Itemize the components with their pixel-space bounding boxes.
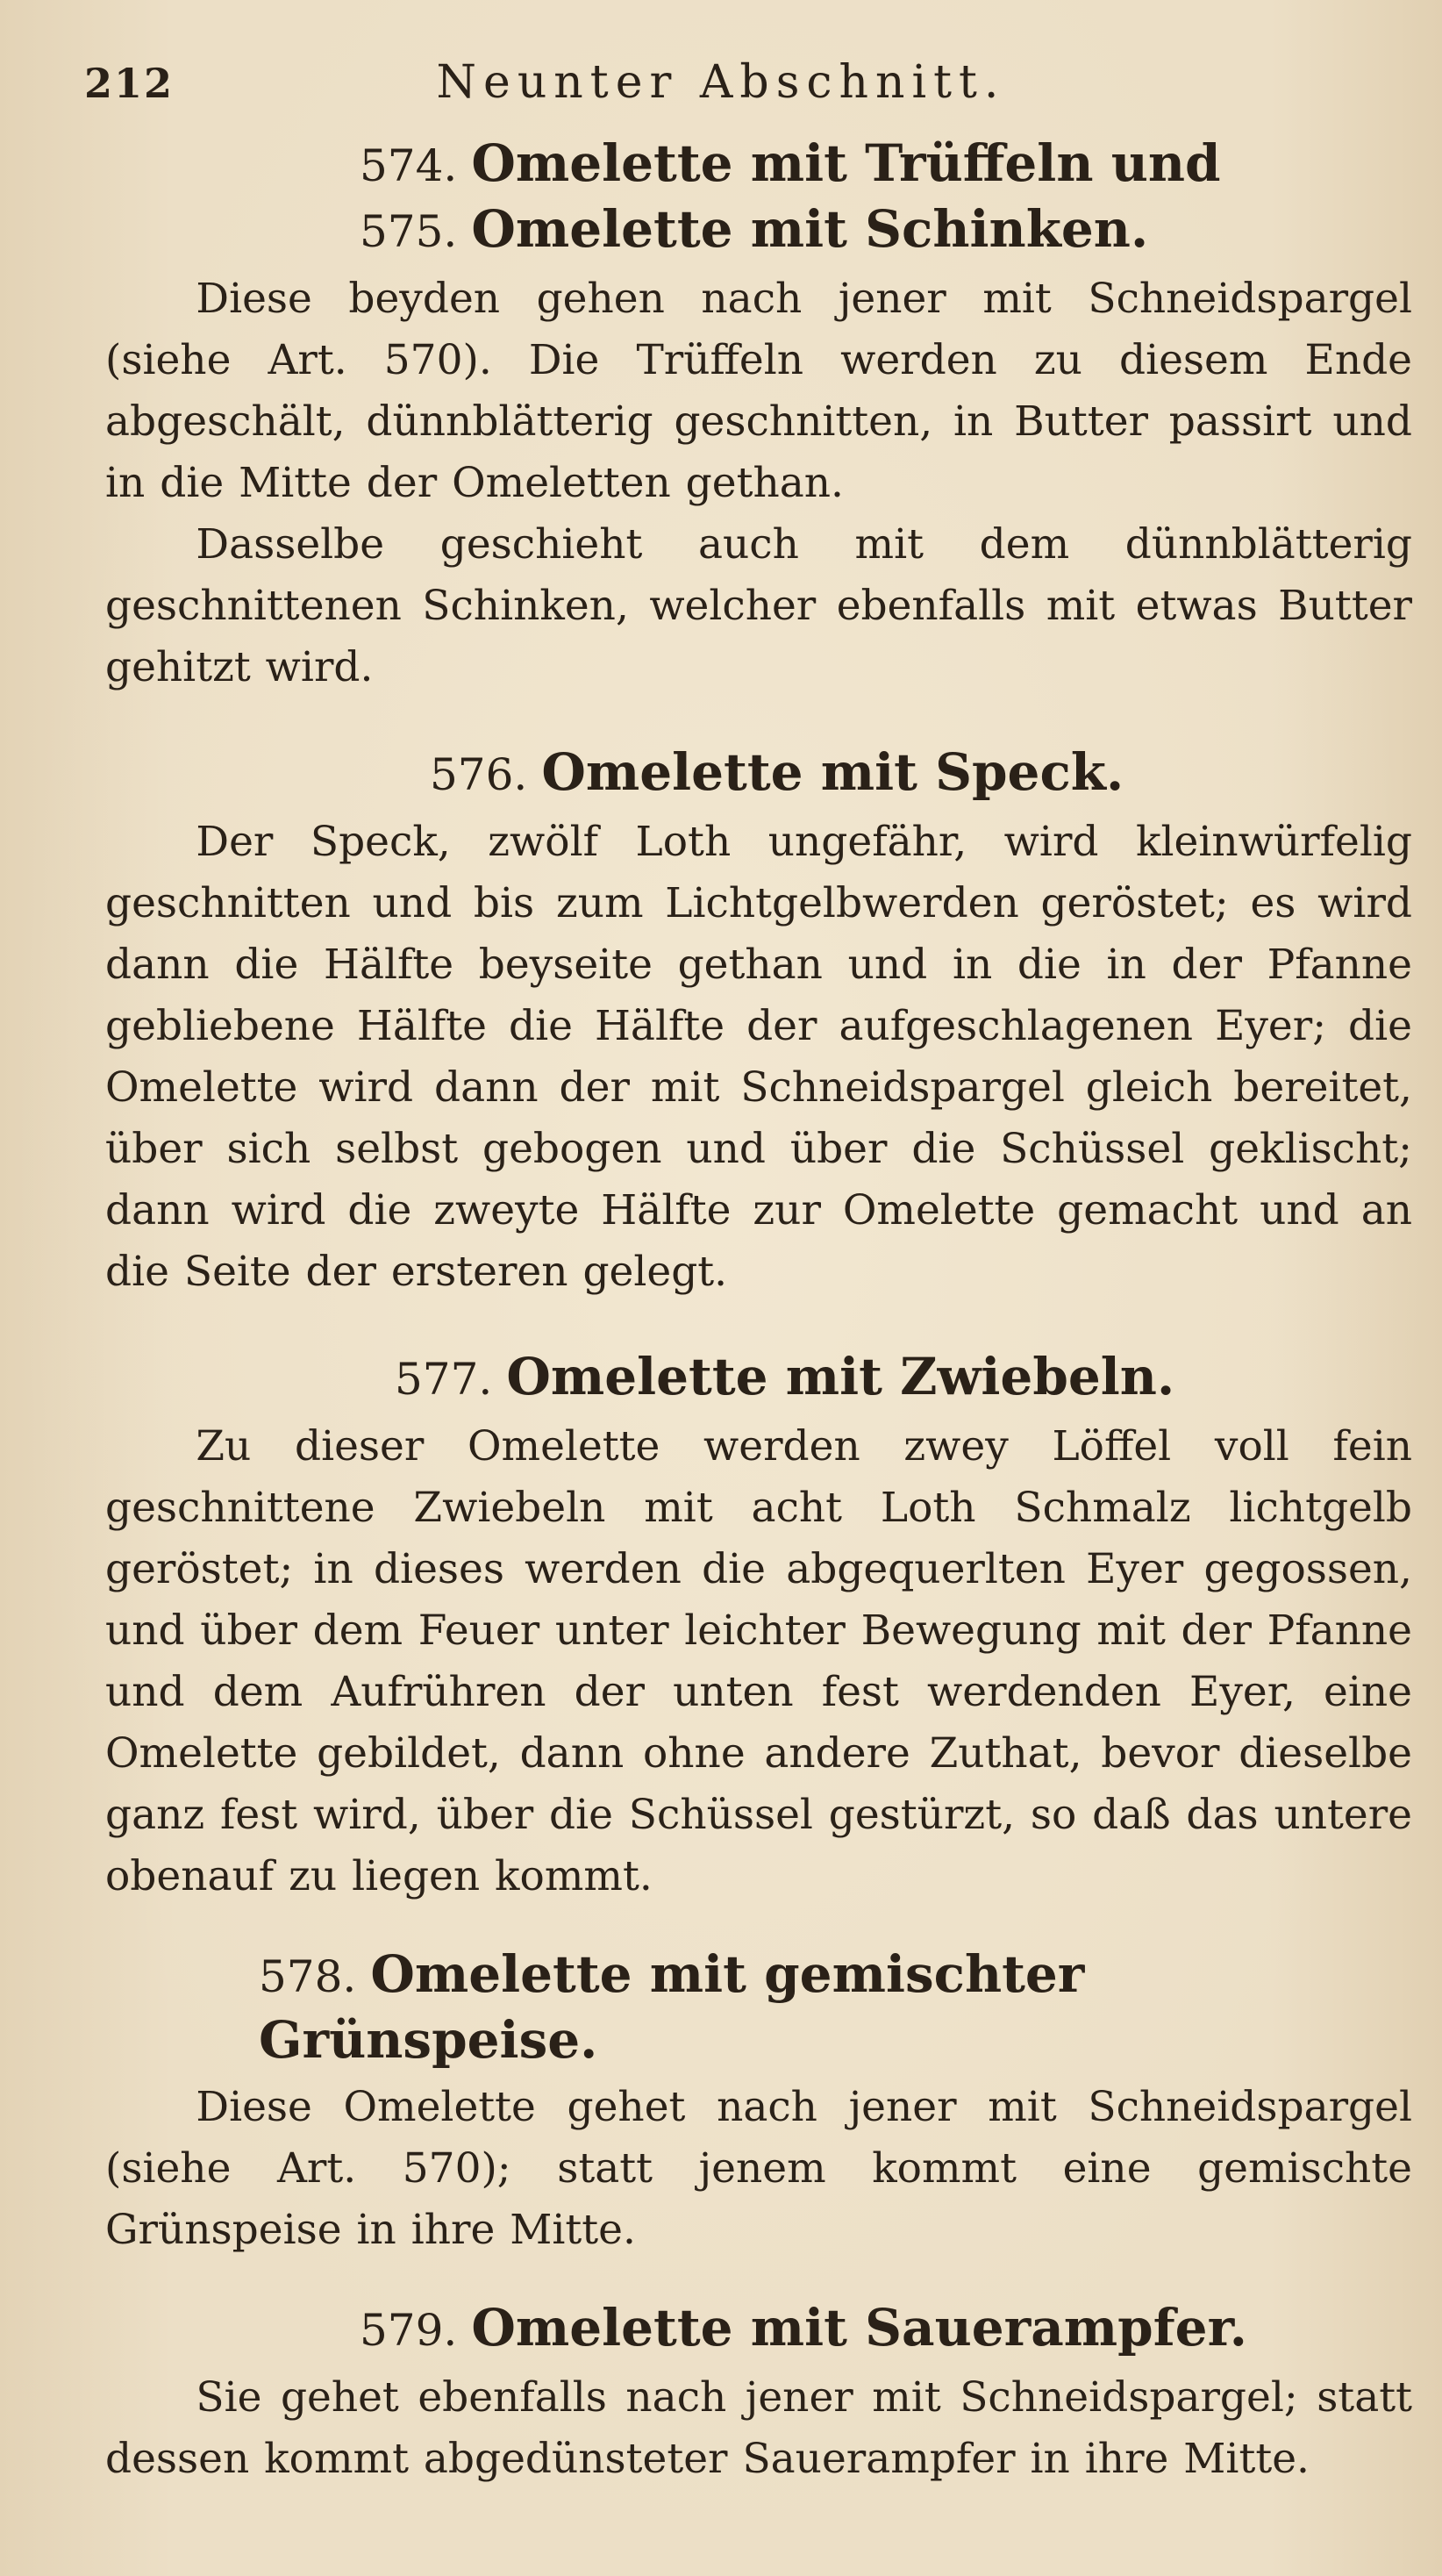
paragraph: Diese Omelette gehet nach jener mit Schneidspargel (siehe Art. 570); statt jenem kommt eine gemischte Grünspeise in ihre Mitte. — [105, 2083, 1412, 2254]
section-title: Omelette mit Schinken. — [471, 199, 1149, 259]
paragraph: Sie gehet ebenfalls nach jener mit Schneidspargel; statt dessen kommt abgedünsteter Sauerampfer in ihre Mitte. — [105, 2373, 1412, 2483]
section-heading — [105, 1345, 1412, 1411]
section-heading — [105, 197, 1412, 263]
section-title: Omelette mit Trüffeln und — [471, 133, 1221, 193]
section-number: 579. — [360, 2305, 458, 2356]
section-heading — [105, 132, 1412, 197]
section-579 — [105, 2296, 1412, 2490]
section-576 — [105, 741, 1412, 1303]
section-title: Omelette mit Sauerampfer. — [471, 2298, 1247, 2358]
page-body — [105, 132, 1412, 2490]
page-number: 212 — [84, 60, 175, 107]
running-head: Neunter Abschnitt. — [436, 56, 1006, 109]
section-578 — [105, 1943, 1412, 2261]
section-number: 578. — [259, 1951, 357, 2002]
section-number: 577. — [395, 1354, 493, 1405]
section-title: Omelette mit Speck. — [541, 742, 1124, 802]
section-heading — [105, 741, 1412, 806]
page-header — [84, 53, 1358, 114]
paragraph: Dasselbe geschieht auch mit dem dünnblätterig geschnittenen Schinken, welcher ebenfalls mit etwas Butter gehitzt wird. — [105, 520, 1412, 691]
paragraph: Der Speck, zwölf Loth ungefähr, wird kleinwürfelig geschnitten und bis zum Lichtgelbwerden geröstet; es wird dann die Hälfte beyseite gethan und in die in der Pfanne gebliebene Hälfte die Hälfte der aufgeschlagenen Eyer; die Omelette wird dann der mit Schneidspargel gleich bereitet, über sich selbst gebogen und über die Schüssel geklischt; dann wird die zweyte Hälfte zur Omelette gemacht und an die Seite der ersteren gelegt. — [105, 818, 1412, 1296]
section-title: Omelette mit gemischter Grünspeise. — [259, 1944, 1085, 2070]
section-number: 574. — [360, 140, 458, 191]
section-number: 575. — [360, 206, 458, 257]
section-number: 576. — [430, 749, 528, 800]
section-title: Omelette mit Zwiebeln. — [506, 1347, 1175, 1406]
paragraph: Diese beyden gehen nach jener mit Schneidspargel (siehe Art. 570). Die Trüffeln werden zu diesem Ende abgeschält, dünnblätterig geschnitten, in Butter passirt und in die Mitte der Omeletten gethan. — [105, 275, 1412, 507]
section-heading — [105, 2296, 1412, 2362]
section-heading — [105, 1943, 1412, 2072]
section-574-575 — [105, 132, 1412, 698]
paragraph: Zu dieser Omelette werden zwey Löffel voll fein geschnittene Zwiebeln mit acht Loth Schmalz lichtgelb geröstet; in dieses werden die abgequerlten Eyer gegossen, und über dem Feuer unter leichter Bewegung mit der Pfanne und dem Aufrühren der unten fest werdenden Eyer, eine Omelette gebildet, dann ohne andere Zuthat, bevor dieselbe ganz fest wird, über die Schüssel gestürzt, so daß das untere obenauf zu liegen kommt. — [105, 1422, 1412, 1900]
section-577 — [105, 1345, 1412, 1907]
